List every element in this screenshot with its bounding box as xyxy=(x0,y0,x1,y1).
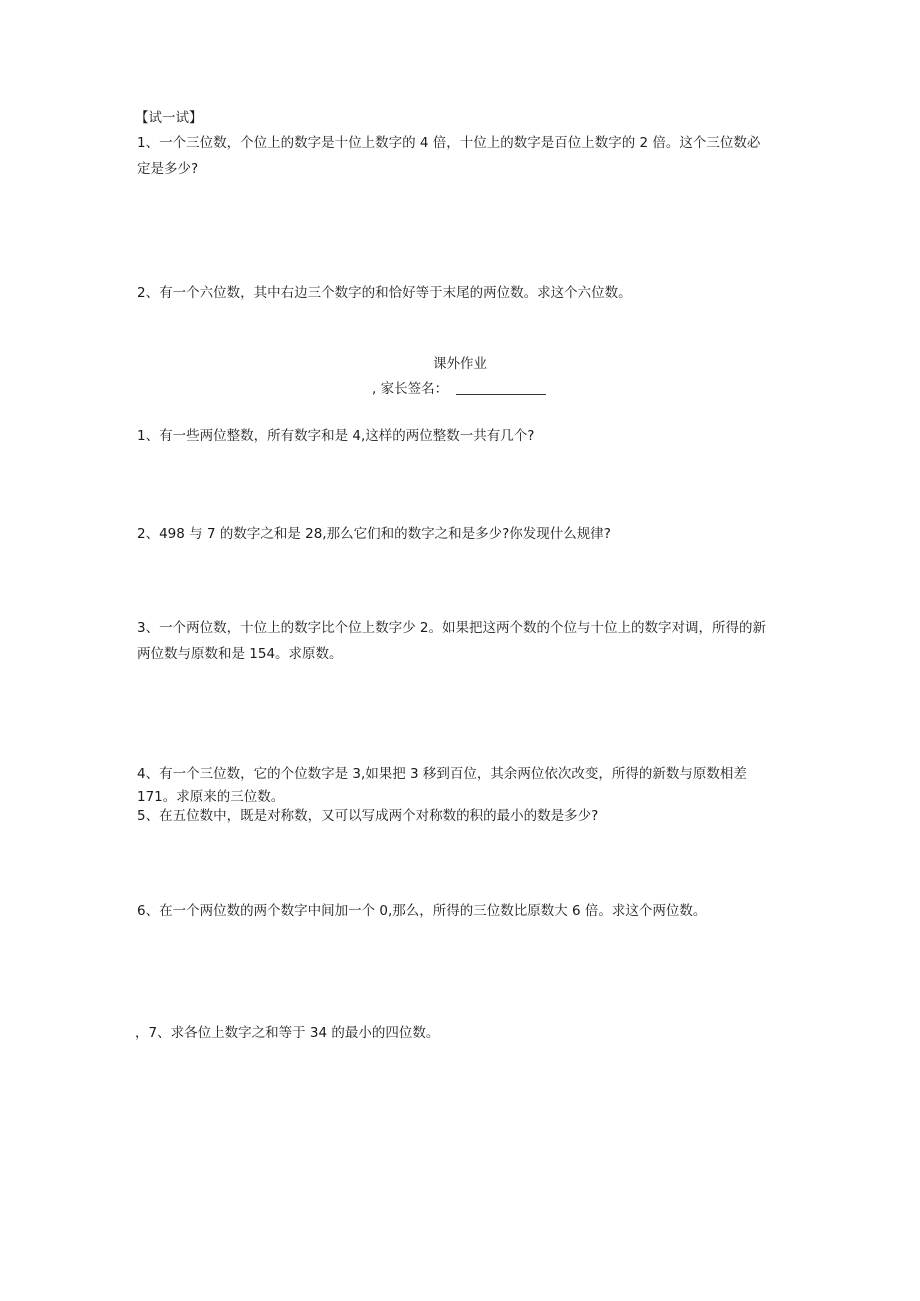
homework-question-4-line-1: 4、有一个三位数，它的个位数字是 3,如果把 3 移到百位，其余两位依次改变，所得的新数与原数相差 xyxy=(137,766,747,782)
signature-line[interactable] xyxy=(456,380,546,395)
try-section-title: 【试一试】 xyxy=(135,110,203,126)
homework-question-2: 2、498 与 7 的数字之和是 28,那么它们和的数字之和是多少?你发现什么规律? xyxy=(137,526,611,542)
homework-question-5: 5、在五位数中，既是对称数，又可以写成两个对称数的积的最小的数是多少? xyxy=(137,808,599,824)
try-question-1-line-2: 定是多少? xyxy=(137,161,199,177)
homework-title: 课外作业 xyxy=(433,356,487,372)
try-question-2: 2、有一个六位数，其中右边三个数字的和恰好等于末尾的两位数。求这个六位数。 xyxy=(137,285,632,301)
homework-question-7: ，7、求各位上数字之和等于 34 的最小的四位数。 xyxy=(135,1025,440,1041)
homework-question-6: 6、在一个两位数的两个数字中间加一个 0,那么，所得的三位数比原数大 6 倍。求这个两位数。 xyxy=(137,903,707,919)
homework-question-1: 1、有一些两位整数，所有数字和是 4,这样的两位整数一共有几个? xyxy=(137,428,535,444)
homework-question-4-line-2: 171。求原来的三位数。 xyxy=(137,789,285,805)
homework-question-3-line-1: 3、一个两位数，十位上的数字比个位上数字少 2。如果把这两个数的个位与十位上的数字对调，所得的新 xyxy=(137,620,766,636)
homework-question-3-line-2: 两位数与原数和是 154。求原数。 xyxy=(137,646,343,662)
signature-label: , 家长签名： xyxy=(372,381,449,397)
parent-signature xyxy=(372,378,546,400)
try-question-1-line-1: 1、一个三位数，个位上的数字是十位上数字的 4 倍，十位上的数字是百位上数字的 2 倍。这个三位数必 xyxy=(137,135,761,151)
